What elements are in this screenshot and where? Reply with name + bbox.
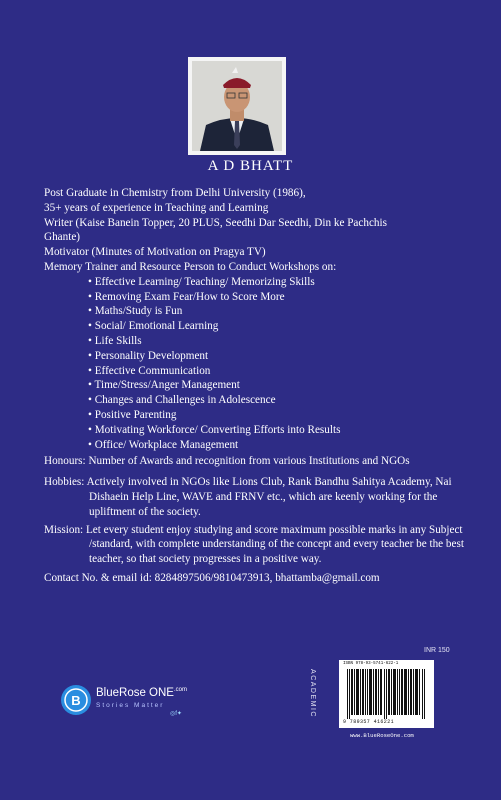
twitter-icon: ✦ [176, 711, 182, 717]
instagram-icon: ◎ [170, 711, 176, 717]
bluerose-logo-icon [60, 684, 92, 716]
bio-hobbies: Hobbies: Actively involved in NGOs like Lions Club, Rank Bandhu Sahitya Academy, Nai Dishaein Help Line, WAVE and FRNV etc., which are keenly working for the upliftment of the society. [44, 476, 452, 518]
publisher-brand: BlueRose $ONE^{.com}$ [96, 687, 187, 699]
workshop-item: • Removing Exam Fear/How to Score More [88, 290, 484, 305]
bio-writer-line2: Ghante) [44, 231, 81, 244]
isbn-digits: 9 789357 416221 [343, 719, 395, 725]
bio-education: Post Graduate in Chemistry from Delhi University (1986), [44, 187, 306, 199]
workshops-list [44, 275, 484, 453]
facebook-icon: f [175, 711, 177, 717]
bio-honours: Honours: Number of Awards and recognition from various Institutions and NGOs [44, 455, 410, 468]
bio-writer-line1: Writer (Kaise Banein Topper, 20 PLUS, Seedhi Dar Seedhi, Din ke Pachchis [44, 216, 387, 229]
barcode-box [339, 660, 434, 728]
publisher-website: www.BlueRoseOne.com [350, 732, 414, 739]
workshop-item: • Personality Development [88, 349, 484, 364]
category-label: ACADEMIC [308, 669, 316, 718]
author-photo-frame [188, 57, 286, 155]
workshop-item: • Time/Stress/Anger Management [88, 378, 484, 393]
workshop-item: • Positive Parenting [88, 408, 484, 423]
publisher-tagline: Stories Matter [96, 702, 165, 709]
bio-workshops-intro: Memory Trainer and Resource Person to Conduct Workshops on: [44, 260, 337, 273]
bio-contact: Contact No. & email id: 8284897506/9810473913, bhattamba@gmail.com [44, 571, 380, 584]
workshop-item: • Social/ Emotional Learning [88, 319, 484, 334]
bio-experience: 35+ years of experience in Teaching and Learning [44, 201, 269, 214]
svg-text:B: B [71, 693, 81, 708]
workshop-item: • Changes and Challenges in Adolescence [88, 393, 484, 408]
bio-section [44, 186, 484, 586]
workshop-item: • Life Skills [88, 334, 484, 349]
publisher-logo [60, 684, 200, 718]
author-name: A D BHATT [207, 158, 294, 174]
category-label-box [308, 660, 332, 730]
price-label: INR 150 [424, 647, 450, 654]
workshop-item: • Motivating Workforce/ Converting Efforts into Results [88, 423, 484, 438]
barcode-icon [347, 669, 427, 719]
bio-motivator: Motivator (Minutes of Motivation on Pragya TV) [44, 246, 266, 259]
isbn-text: ISBN 978-93-5741-622-1 [343, 662, 399, 666]
author-photo [192, 61, 282, 151]
workshop-item: • Maths/Study is Fun [88, 304, 484, 319]
bio-mission: Mission: Let every student enjoy studying and score maximum possible marks in any Subject /standard, with complete understanding of the concept and every teacher be the best teacher, so that society progresses in a positive way. [44, 523, 464, 566]
social-icons [170, 710, 182, 717]
workshop-item: • Office/ Workplace Management [88, 438, 484, 453]
workshop-item: • Effective Learning/ Teaching/ Memorizing Skills [88, 275, 484, 290]
workshop-item: • Effective Communication [88, 364, 484, 379]
